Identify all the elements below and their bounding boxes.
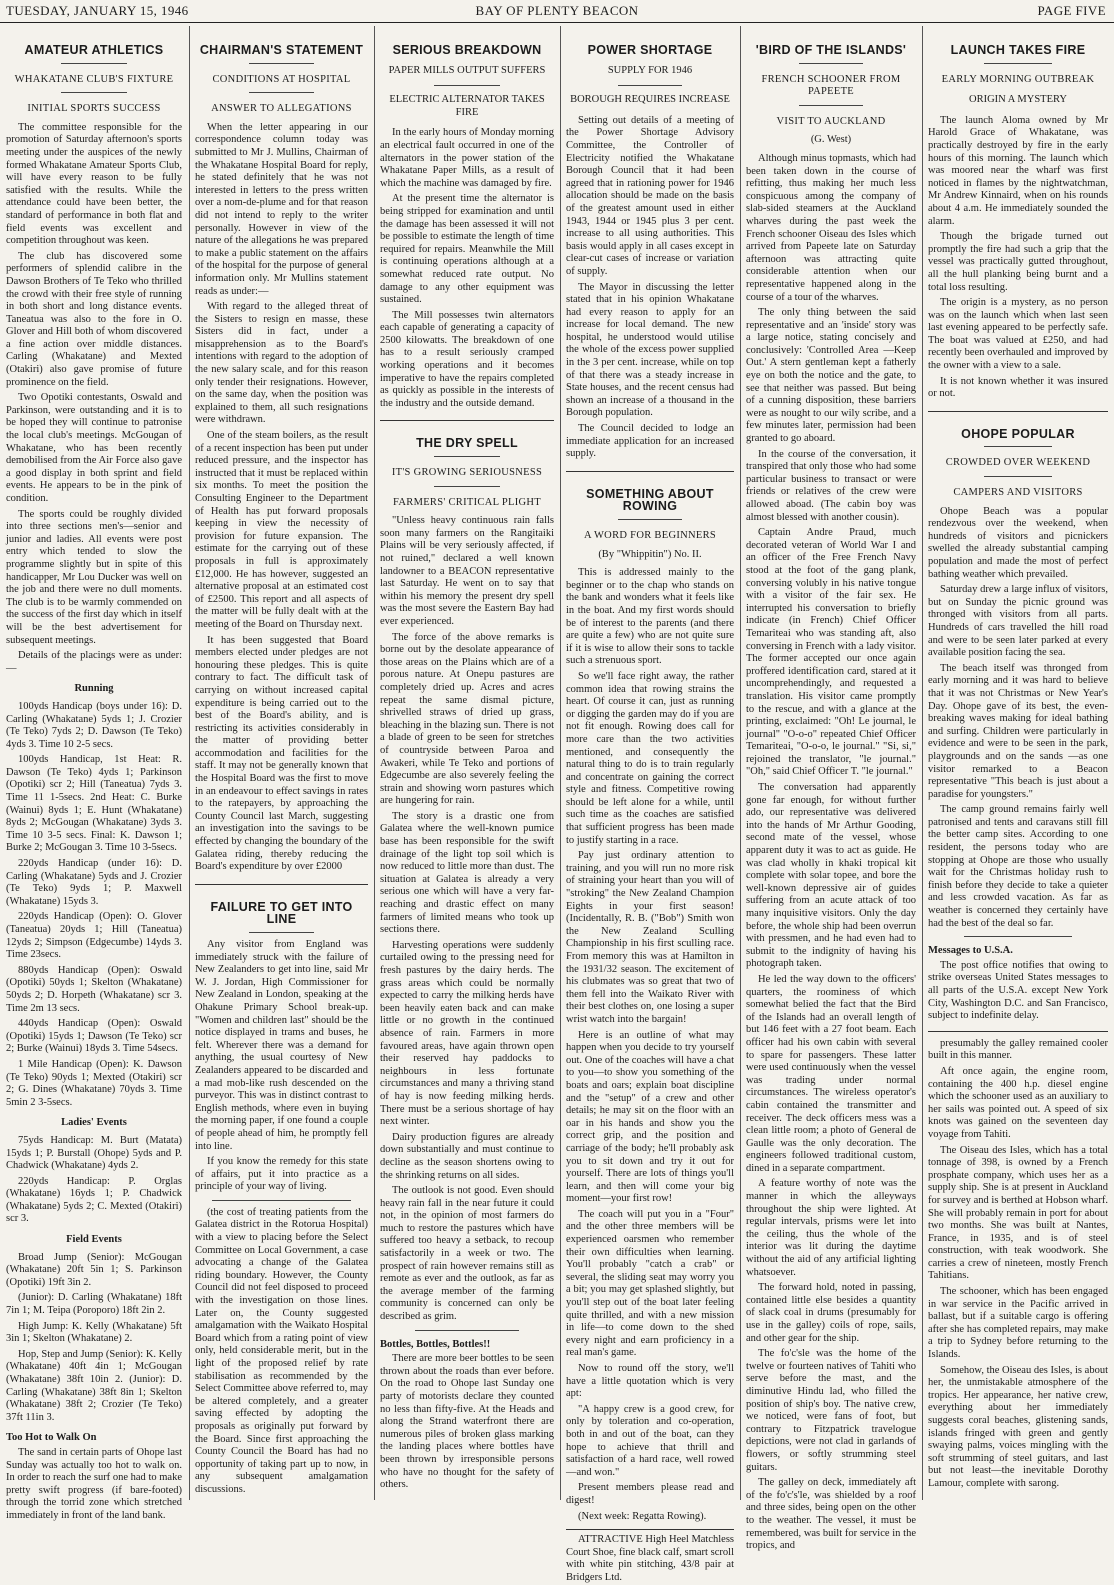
paragraph: The story is a drastic one from Galatea where the well-known pumice base has been responsible for the swift drainage of the light top soil which is now reduced to little more than dust. The situation at Galatea is already a very serious one which will have a very far-reaching and drastic effect on many farmers of limited means who took up sections there.	[380, 810, 554, 936]
paragraph: Although minus topmasts, which had been taken down in the course of refitting, thus making her much less conspicuous among the company of slab-sided steamers at the Auckland wharves during the past week the French schooner Oiseau des Isles which arrived from Papeete late on Saturday afternoon was attracting quite considerable attention when our representative happened along in the course of a tour of the wharves.	[746, 152, 916, 303]
divider	[61, 63, 128, 64]
paragraph: The Mayor in discussing the letter stated that in his opinion Whakatane had every reason to apply for an increase for local demand. The new hospital, he understood would utilise the whole of the excess power supplied in the 3 per cent. increase, while on top of that there was a steady increase in State houses, and the recent census had shown an increase of a thousand in the Borough population.	[566, 281, 734, 419]
paragraph: The camp ground remains fairly well patronised and tents and caravans still fill the better camp sites. According to one resident, the persons today who are stopping at Ohope are those who usually wait for the Christmas holiday rush to finish before they decide to take a quieter and less crowded vacation. As far as weather is concerned they certainly have had the best of the deal so far.	[928, 804, 1108, 929]
result: (Junior): D. Carling (Whakatane) 18ft 7in 1; M. Teipa (Poroporo) 18ft 2in 2.	[6, 1292, 182, 1317]
subheading: FARMERS' CRITICAL PLIGHT	[393, 496, 541, 508]
paragraph: Here is an outline of what may happen when you decide to try yourself out. One of the coaches will have a chat to you—to show you something of the boats and oars; explain boat discipline and the "setup" of a crew and other details; he may sit on the floor with an oar in his hands and show you the correct grip, and the position and carriage of the body; he'll probably ask you to sit down and try it out for yourself. There are lots of things you'll learn, and then will come your big moment—your first row!	[566, 1029, 734, 1205]
column-rule	[189, 26, 190, 1500]
paragraph: "Unless heavy continuous rain falls soon many farmers on the Rangitaiki Plains will be very seriously affected, if not ruined," declared a well known landowner to a BEACON representative last Saturday. He went on to say that within his memory the present dry spell was the most severe the Eastern Bay had ever experienced.	[380, 515, 554, 627]
paragraph: The force of the above remarks is borne out by the desolate appearance of those areas on the Plains which are of a porous nature. At Onepu pastures are completely dried up. Acres and acres repeat the same dismal picture, shrivelled straws of dried up grass, bleaching in the blazing sun. There is not a blade of green to be seen for stretches of countryside between Paroa and Awakeri, while Te Teko and portions of Edgecumbe are also severely feeling the strain and showing worn pastures which are hungering for rain.	[380, 631, 554, 807]
divider	[380, 420, 554, 421]
masthead-title: BAY OF PLENTY BEACON	[475, 3, 639, 18]
paragraph: With regard to the alleged threat of the Sisters to resign en masse, these Sisters did in fact, under a misapprehension as to the Board's intentions with regard to the adoption of the new salary scale, and for this reason only tender their resignations. However, on the same day, when the position was explained to them, all such resignations were withdrawn.	[195, 301, 368, 426]
column-amateur-athletics	[6, 30, 182, 1521]
headline-serious-breakdown: SERIOUS BREAKDOWN	[392, 43, 542, 57]
subheading: CONDITIONS AT HOSPITAL	[212, 73, 351, 85]
paragraph: This is addressed mainly to the beginner or to the chap who stands on the bank and wonders what it feels like in the boat. And my first words should be of interest to the parents (and there are quite a few) who are not quite sure if it is wise to allow their sons to tackle such a strenuous sport.	[566, 567, 734, 667]
subheading: SUPPLY FOR 1946	[607, 64, 693, 76]
divider	[928, 1031, 1108, 1032]
paragraph: It has been suggested that Board members elected under pledges are not honouring these pledges. This is quite contrary to fact. The difficult task of carrying on without increased capital expenditure is being carried out to the best of the Board's ability, and is restricting its activities considerably in the matter of providing better accommodation and facilities for the staff. It may not be generally known that the Hospital Board was the first to move in an endeavour to effect savings in rates to the ratepayers, by approaching the County Council last March, suggesting an investigation into the savings to be effected by changing the boundary of the Galatea riding, thereby reducing the Board's expenditure by over £2000	[195, 634, 368, 873]
paragraph: Present members please read and digest!	[566, 1482, 734, 1506]
divider	[964, 936, 1072, 937]
paragraph: Details of the placings were as under:—	[6, 650, 182, 674]
subheading: INITIAL SPORTS SUCCESS	[27, 103, 161, 115]
divider	[415, 1330, 519, 1331]
section-ladies: Ladies' Events	[61, 1117, 127, 1129]
divider	[434, 85, 500, 86]
section-field: Field Events	[66, 1234, 122, 1246]
headline-power-shortage: POWER SHORTAGE	[587, 43, 713, 57]
paragraph: The galley on deck, immediately aft of the fo'c's'le, was shielded by a roof and three sides, being open on the other to the weather. The vessel, it must be remembered, was built for service in the tropics, and	[746, 1477, 916, 1552]
paragraph: The Oiseau des Isles, which has a total tonnage of 398, is owned by a French prosphate company, which uses her as a supply ship. She is at present in Auckland for survey and is berthed at Hobson wharf. She will probably remain in port for about two months. She was built at Nantes, France, in 1935, and is of steel construction, with teak woodwork. She carries a crew of nineteen, mostly French Tahitians.	[928, 1144, 1108, 1282]
paragraph: The Council decided to lodge an immediate application for an increased supply.	[566, 423, 734, 460]
subheading: A WORD FOR BEGINNERS	[583, 530, 717, 541]
column-serious-breakdown	[380, 30, 554, 1500]
paragraph: One of the steam boilers, as the result of a recent inspection has been put under reduced pressure, and the inspector has instructed that it must be replaced within six months. To meet the position the Consulting Engineer to the Department of Health has put forward proposals keeping in view the necessity of provision for future expansion. The estimate for the carrying out of these proposals in full is approximately £12,000. He has however, suggested an alternative proposal at an estimated cost of £2500. This report and all aspects of the matter will be fully dealt with at the meeting of the Board on Thursday next.	[195, 430, 368, 630]
paragraph: If you know the remedy for this state of affairs, put it into practice as a principle of your way of living.	[195, 1156, 368, 1193]
divider	[434, 486, 500, 487]
paragraph: The conversation had apparently gone far enough, for without further ado, our representative was delivered into the hands of Mr Arthur Gooding, second mate of the vessel, whose apparent duty it was to act as guide. He was clad wholly in khaki tropical kit complete with solar topee, and bore the well-known depressive air of guides suffering from an acute attack of too many inquisitive visitors. Only the day before, the whole ship had been overrun with pressmen, and he had even had to submit to the indignity of having his photograph taken.	[746, 782, 916, 970]
headline-failure-to-get-into-line: FAILURE TO GET INTO LINE	[210, 899, 353, 927]
masthead	[0, 0, 1114, 23]
divider	[434, 456, 500, 457]
divider	[212, 1200, 350, 1201]
result: Hop, Step and Jump (Senior): K. Kelly (Whakatane) 40ft 4in 1; McGougan (Whakatane) 38ft 10in 2. (Junior): D. Carling (Whakatane) 38ft 8in 1; Skelton (Whakatane) 38ft 2; Crozier (Te Teko) 37ft 11in 3.	[6, 1348, 182, 1423]
paragraph: (the cost of treating patients from the Galatea district in the Rotorua Hospital) with a view to placing before the Select Committee on Local Government, a case advocating a change of the Galatea riding boundary. However, the County Council did not feel disposed to proceed with the investigation on those lines. Later on, the County suggested amalgamation with the Waikato Hospital Board which from a rating point of view only, held considerable merit, but in the light of the proposed relief by rate stabilisation as recommended by the Select Committee above referred to, may be altered completely, and a greater saving effected by adopting the proposals as originally put forward by the Board. Since first approaching the County Council the Board has had no opportunity of taking part up to now, in any subsequent amalgamation discussions.	[195, 1206, 368, 1495]
paragraph: Saturday drew a large influx of visitors, but on Sunday the picnic ground was thronged with visitors from all parts. Hundreds of cars travelled the hill road and were to be seen later parked at every available position facing the sea.	[928, 584, 1108, 659]
headline-ohope-popular: OHOPE POPULAR	[961, 426, 1075, 441]
byline: (By "Whippitin") No. II.	[598, 548, 702, 560]
paragraph: The Mill possesses twin alternators each capable of generating a capacity of 2500 kilowatts. The breakdown of one has to a result seriously cramped working operations and it becomes imperative to have the repairs completed as quickly as possible in the interests of the industry and the outside demand.	[380, 309, 554, 409]
paragraph: The post office notifies that owing to strike overseas United States messages to all parts of the U.S.A. except New York City, Washington D.C. and San Francisco, subject to indefinite delay.	[928, 959, 1108, 1022]
paragraph: The only thing between the said representative and an 'inside' story was a large notice, stating concisely and conclusively: 'Controlled Area —Keep Out.' A stern gentleman kept a fatherly eye on both the notice and the gate, to see that neither was passed. But being of a cunning disposition, these barriers were as nought to our wily scribe, and a few minutes later, permission had been granted to go aboard.	[746, 307, 916, 445]
paragraph: He led the way down to the officers' quarters, the roominess of which somewhat belied the fact that the Bird of the Islands had an overall length of but 146 feet with a 27 foot beam. Each officer had his own cabin with several to spare for passengers. These latter were used continuously when the vessel was trading under normal circumstances. The wireless operator's cabin contained the transmitter and receiver. The deck officers mess was a clean little room; a photo of General de Gaulle was the only decoration. The engineers followed traditional custom, dined in a separate compartment.	[746, 973, 916, 1174]
paragraph: The fo'c'sle was the home of the twelve or fourteen natives of Tahiti who serve before the mast, and the diminutive Hindu lad, who filled the position of ship's boy. The native crew, we noticed, were fans of foot, but contrary to Fitzpatrick travelogue depictions, were not clad in garlands of flowers, or softly strumming steel guitars.	[746, 1348, 916, 1473]
paragraph: Now to round off the story, we'll have a little quotation which is very apt:	[566, 1363, 734, 1400]
result: 220yds Handicap: P. Orglas (Whakatane) 16yds 1; P. Chadwick (Whakatane) 5yds 2; C. Mexted (Otakiri) scr 3.	[6, 1175, 182, 1225]
result: 75yds Handicap: M. Burt (Matata) 15yds 1; P. Burstall (Ohope) 5yds and P. Chadwick (Whakatane) 4yds 2.	[6, 1134, 182, 1172]
paragraph: The committee responsible for the promotion of Saturday afternoon's sports meeting under the auspices of the newly formed Whakatane Amateur Sports Club, will have every reason to be fully satisfied with the results. While the attendance could have been better, the standard of performance in both flat and field events was excellent and competition throughout was keen.	[6, 121, 182, 247]
paragraph: At the present time the alternator is being stripped for examination and until the damage has been assessed it will not be possible to estimate the length of time required for repairs. Meanwhile the Mill is continuing operations although at a somewhat reduced rate output. No damage to any other equipment was sustained.	[380, 193, 554, 306]
paragraph: Dairy production figures are already down substantially and must continue to decline as the season shortens owing to the shrinking returns on all sides.	[380, 1131, 554, 1181]
paragraph: Pay just ordinary attention to training, and you will run no more risk of straining your heart than you will of "stroking" the New Zealand Champion Eights in your first season! (Incidentally, R. B. ("Bob") Smith won the New Zealand Sculling Championship in his first sculling race. From memory this was at Hamilton in the 1931/32 season. The excitement of his clubmates was so great that two of them fell into the Waikato River with their best clothes on, one losing a super wrist watch into the bargain!	[566, 850, 734, 1025]
paragraph: "A happy crew is a good crew, for only by toleration and co-operation, both in and out of the boat, can they hope to achieve that thrill and satisfaction of a hard race, well rowed—and won."	[566, 1403, 734, 1478]
subheading: FRENCH SCHOONER FROM PAPEETE	[761, 73, 901, 98]
column-chairmans-statement	[195, 30, 368, 1500]
headline-the-dry-spell: THE DRY SPELL	[416, 436, 518, 451]
section-running: Running	[74, 683, 114, 695]
masthead-page: PAGE FIVE	[1037, 3, 1106, 18]
side-heading-messages: Messages to U.S.A.	[928, 945, 1013, 957]
paragraph: Any visitor from England was immediately struck with the failure of New Zealanders to get into line, said Mr W. J. Jordan, High Commissioner for New Zealand in London, speaking at the Ohakune Primary School break-up. "Women and children last" should be the notice displayed in trams and buses, he felt. Wherever there was a demand for anything, the usual courtesy of New Zealanders appeared to be discarded and a mad mob-like rush descended on the purveyor. This was in distinct contrast to English methods, where even in buying the morning paper, if one found a couple of people ahead of him, he promptly fell into line.	[195, 939, 368, 1152]
headline-amateur-athletics: AMATEUR ATHLETICS	[24, 43, 164, 57]
column-rule	[560, 26, 561, 1500]
paragraph: The coach will put you in a "Four" and the other three members will be experienced oarsmen who remember their own difficulties when learning. You'll probably "catch a crab" or several, the sliding seat may worry you a bit; you may get splashed slightly, but you'll step out of the boat later feeling quite thrilled, and with a new mission in life—to come down to the shed every night and earn proficiency in a real man's game.	[566, 1208, 734, 1359]
subheading: CROWDED OVER WEEKEND	[945, 457, 1091, 469]
column-launch-takes-fire	[928, 30, 1108, 1500]
column-power-shortage	[566, 30, 735, 1583]
headline-launch-takes-fire: LAUNCH TAKES FIRE	[950, 43, 1086, 57]
paragraph: The beach itself was thronged from early morning and it was hard to believe that it was not Christmas or New Year's Day. Ohope gave of its best, the even-breaking waves making for ideal bathing and surfing. Children were particularly in evidence and were to be seen in the park, playgrounds and on the sands —as one visitor remarked to a Beacon representative "This beach is just about a paradise for youngsters."	[928, 662, 1108, 800]
paragraph: The outlook is not good. Even should heavy rain fall in the near future it could not, in the opinion of most farmers do much to restore the pastures which have suffered too heavy a setback, to recoup satisfactorily in a week or two. The prospect of rain however remains still as remote as ever and the outlook, as far as the average member of the farming community is concerned can only be described as grim.	[380, 1185, 554, 1323]
divider	[566, 471, 734, 472]
headline-chairmans-statement: CHAIRMAN'S STATEMENT	[199, 43, 364, 57]
paragraph: A feature worthy of note was the manner in which the alleyways throughout the ship were lighted. At regular intervals, prisms were let into the ceiling, thus the whole of the interior was lit during the daytime without the aid of any artificial lighting whatsoever.	[746, 1178, 916, 1278]
advertisement: ATTRACTIVE High Heel Matchless Court Shoe, fine black calf, smart scroll with white pin stitching, 43/8 pair at Bridgers Ltd.	[566, 1534, 735, 1583]
subheading: CAMPERS AND VISITORS	[953, 487, 1083, 499]
subheading: PAPER MILLS OUTPUT SUFFERS	[388, 64, 546, 76]
divider	[566, 1529, 734, 1530]
subheading: ORIGIN A MYSTERY	[968, 94, 1067, 106]
side-heading-too-hot: Too Hot to Walk On	[6, 1432, 97, 1444]
result: 100yds Handicap, 1st Heat: R. Dawson (Te Teko) 4yds 1; Parkinson (Opotiki) scr 2; Hill (Taneatua) 7yds 3. Time 11 1-5secs. 2nd Heat: C. Burke (Wainui) 8yds 1; E. Hunt (Whakatane) 8yds 2; McGougan (Whakatane) 3yds 3. Time 10 3-5 secs. Final: K. Dawson 1; Burke 2; McGougan 3. Time 10 3-5secs.	[6, 754, 182, 854]
result: Broad Jump (Senior): McGougan (Whakatane) 20ft 5in 1; S. Parkinson (Opotiki) 19ft 3in 2.	[6, 1251, 182, 1288]
paragraph: The origin is a mystery, as no person was on the launch which when last seen last evening appeared to be perfectly safe. The boat was valued at £250, and had recently been overhauled and improved by the owner with a view to a sale.	[928, 297, 1108, 372]
paragraph: Setting out details of a meeting of the Power Shortage Advisory Committee, the Controller of Electricity notified the Whakatane Borough Council that it had been agreed that in rationing power for 1946 allocation should be made on the basis of the greatest amount used in either 1943, 1944 or 1945 plus 3 per cent. increase to all using authorities. This basis would apply in all cases except in clear-cut cases of increase or variation of supply.	[566, 114, 734, 277]
subheading: WHAKATANE CLUB'S FIXTURE	[14, 73, 174, 85]
divider	[799, 63, 864, 64]
result: 220yds Handicap (Open): O. Glover (Taneatua) 20yds 1; Hill (Taneatua) 12yds 2; Simpson (Edgecumbe) 14yds 3. Time 23secs.	[6, 911, 182, 961]
paragraph: In the course of the conversation, it transpired that only those who had some particular business to transact or were friends or relatives of the crew were allowed aboad. (The cabin boy was almost blessed with another cousin).	[746, 448, 916, 523]
paragraph: The club has discovered some performers of splendid calibre in the Dawson Brothers of Te Teko who thrilled the crowd with their free style of running in both short and long distance events. Taneatua was also to the fore in O. Glover and Hill both of whom discovered a fine action over middle distances. Carling (Whakatane) and Mexted (Otakiri) also gave promise of future prominence on the field.	[6, 250, 182, 388]
paragraph: Though the brigade turned out promptly the fire had such a grip that the vessel was practically gutted throughout, all the hull planking being burnt and a total loss resulting.	[928, 231, 1108, 293]
divider	[618, 85, 682, 86]
result: 220yds Handicap (under 16): D. Carling (Whakatane) 5yds and J. Crozier (Te Teko) 9yds 1; P. Maxwell (Whakatane) 15yds 3.	[6, 858, 182, 907]
divider	[928, 411, 1108, 412]
paragraph: Somehow, the Oiseau des Isles, is about her, the unmistakable atmosphere of the tropics. Her appearance, her native crew, everything about her immediately suggests coral beaches, glistening sands, islands fringed with green and gently swaying palms, voices mingling with the soft strumming of steel guitars, and last but not least—the inevitable Dorothy Lamour, complete with sarong.	[928, 1364, 1108, 1489]
paragraph: So we'll face right away, the rather common idea that rowing strains the heart. Of course it can, just as running or digging the garden may do if you are not fit enough. Rowing does call for more care than the two activities mentioned, and consequently the natural thing to do is to train regularly and concentrate on gaining the correct style and fitness. Competitive rowing should be left alone for a while, until such time as the coaches are satisfied that sufficient progress has been made to justify starting in a race.	[566, 670, 734, 846]
subheading: EARLY MORNING OUTBREAK	[941, 73, 1095, 85]
paragraph: The forward hold, noted in passing, contained little else besides a quantity of slack coal in drums (presumably for use in the galley) coils of rope, sails, and other gear for the ship.	[746, 1282, 916, 1344]
column-rule	[740, 26, 741, 1500]
paragraph: The sports could be roughly divided into three sections men's—senior and junior and ladies. All events were post entry which tended to slow the programme slightly but in spite of this handicapper, Mr Lou Ducker was well on the job and there were no dull moments. The club is to be warmly commended on the success of the first day which in itself will be the best advertisement for subsequent meetings.	[6, 508, 182, 646]
paragraph: It is not known whether it was insured or not.	[928, 375, 1108, 400]
paragraph: When the letter appearing in our correspondence column today was submitted to Mr J. Mullins, Chairman of the Whakatane Hospital Board for reply, he stated definitely that he was not interested in letters to the press written over a nom-de-plume and for that reason did not intend to reply to the writer personally. However in view of the nature of the allegations he was prepared to make a public statement on the affairs of the hospital for the purpose of general information only. Mr Mullins statement reads as under:—	[195, 121, 368, 297]
column-rule	[922, 26, 923, 1500]
divider	[249, 92, 315, 93]
paragraph: presumably the galley remained cooler built in this manner.	[928, 1037, 1108, 1062]
masthead-date: TUESDAY, JANUARY 15, 1946	[6, 3, 189, 18]
paragraph: Captain Andre Praud, much decorated veteran of World War I and an officer of the Free French Navy stood at the foot of the gang plank, conversing volubly in his native tongue with a visitor of the fair sex. He interrupted his conversation to briefly indicate (in French) Chief Officer Temariteai who was standing aft, also conversing in French with a lady visitor. The former accepted our once again proffered identification card, stared at it uncomprehendingly, and requested a translation. His visitor came promptly to the rescue, and with a glance at the printing, exclaimed: "Oh! Le journal, le journal" "O-o-o" repeated Chief Officer Temariteai, "O-o-o, le journal." "Si, si," rejoined the translator, "le journal." "Oh," said Chief Officer T. "le journal."	[746, 527, 916, 778]
divider	[61, 92, 128, 93]
divider	[984, 63, 1052, 64]
result: 880yds Handicap (Open): Oswald (Opotiki) 50yds 1; Skelton (Whakatane) 50yds 2; D. Horpeth (Whakatane) scr 3. Time 2m 13 secs.	[6, 964, 182, 1014]
divider	[249, 932, 315, 933]
divider	[984, 476, 1052, 477]
subheading: BOROUGH REQUIRES INCREASE	[570, 94, 730, 106]
subheading: IT'S GROWING SERIOUSNESS	[391, 467, 543, 479]
paragraph: Harvesting operations were suddenly curtailed owing to the pressing need for fresh pastures by the dairy herds. The grass areas which could be normally expected to carry the milking herds have been heavily eaten back and can make little or no growth in the continued absence of rain. Farmers in more favoured areas, have again thrown open their reserved hay paddocks to neighbours in less fortunate circumstances and many a thriving stand of hay is now feeding milking herds. There must be a serious shortage of hay next winter.	[380, 939, 554, 1128]
result: High Jump: K. Kelly (Whakatane) 5ft 3in 1; Skelton (Whakatane) 2.	[6, 1320, 182, 1345]
subheading: ANSWER TO ALLEGATIONS	[211, 103, 352, 115]
result: 100yds Handicap (boys under 16): D. Carling (Whakatane) 5yds 1; J. Crozier (Te Teko) 7yds 2; D. Dawson (Te Teko) 4yds 3. Time 10 2-5 secs.	[6, 700, 182, 750]
result: 1 Mile Handicap (Open): K. Dawson (Te Teko) 90yds 1; Mexted (Otakiri) scr 2; G. Dines (Whakatane) 70yds 3. Time 5min 2 3-5secs.	[6, 1058, 182, 1108]
subheading: VISIT TO AUCKLAND	[776, 115, 886, 127]
byline: (G. West)	[810, 134, 852, 146]
paragraph: The sand in certain parts of Ohope last Sunday was actually too hot to walk on. In order to reach the surf one had to make pretty swift progress (if bare-footed) through the torrid zone which stretched immediately in front of the land bank.	[6, 1446, 182, 1521]
headline-bird-of-the-islands: 'BIRD OF THE ISLANDS'	[755, 43, 907, 57]
divider	[984, 446, 1052, 447]
paragraph: There are more beer bottles to be seen thrown about the roads than ever before. On the road to Ohope last Sunday one party of motorists declare they counted no less than fifty-five. At the Heads and along the Strand waterfront there are numerous piles of broken glass marking the landing places where bottles have been thrown by irresponsible persons who have no thought for the safety of others.	[380, 1353, 554, 1491]
headline-something-about-rowing: SOMETHING ABOUT ROWING	[586, 486, 714, 514]
paragraph: In the early hours of Monday morning an electrical fault occurred in one of the alternators in the power station of the Whakatane Paper Mills, as a result of which the machine was damaged by fire.	[380, 127, 554, 189]
column-rule	[374, 26, 375, 1500]
divider	[618, 519, 682, 520]
divider	[195, 884, 368, 885]
subheading: ELECTRIC ALTERNATOR TAKES FIRE	[389, 94, 545, 118]
divider	[249, 63, 315, 64]
paragraph: Aft once again, the engine room, containing the 400 h.p. diesel engine which the schooner used as an auxiliary to her sails was pointed out. A speed of six knots was gained on the seventeen day voyage from Tahiti.	[928, 1065, 1108, 1140]
divider	[799, 105, 864, 106]
side-heading-bottles: Bottles, Bottles, Bottles!!	[380, 1338, 491, 1350]
paragraph: Two Opotiki contestants, Oswald and Parkinson, were outstanding and it is to be hoped they will continue to patronise the local club's meetings. McGougan of Whakatane, who has been recently demobilised from the Air Force also gave a good display in both sprint and field events. He appears to be in the pink of condition.	[6, 392, 182, 504]
result: 440yds Handicap (Open): Oswald (Opotiki) 15yds 1; Dawson (Te Teko) scr 2; Burke (Wainui) 18yds 3. Time 54secs.	[6, 1018, 182, 1055]
paragraph: Ohope Beach was a popular rendezvous over the weekend, when hundreds of visitors and picnickers swelled the already substantial camping population and made the most of perfect bathing weather which prevailed.	[928, 505, 1108, 580]
paragraph: (Next week: Regatta Rowing).	[578, 1510, 707, 1522]
paragraph: The launch Aloma owned by Mr Harold Grace of Whakatane, was practically destroyed by fire in the early hours of this morning. The launch which was moored near the wharf was first noticed in flames by the nightwatchman, Mr Andrew Kinnaird, when on his rounds about 4 a.m. He immediately sounded the alarm.	[928, 114, 1108, 227]
paragraph: The schooner, which has been engaged in war service in the Pacific arrived in ballast, but if a suitable cargo is offering after she has completed repairs, may make a trip to Sydney before returning to the Islands.	[928, 1286, 1108, 1361]
column-bird-of-the-islands	[746, 30, 916, 1552]
